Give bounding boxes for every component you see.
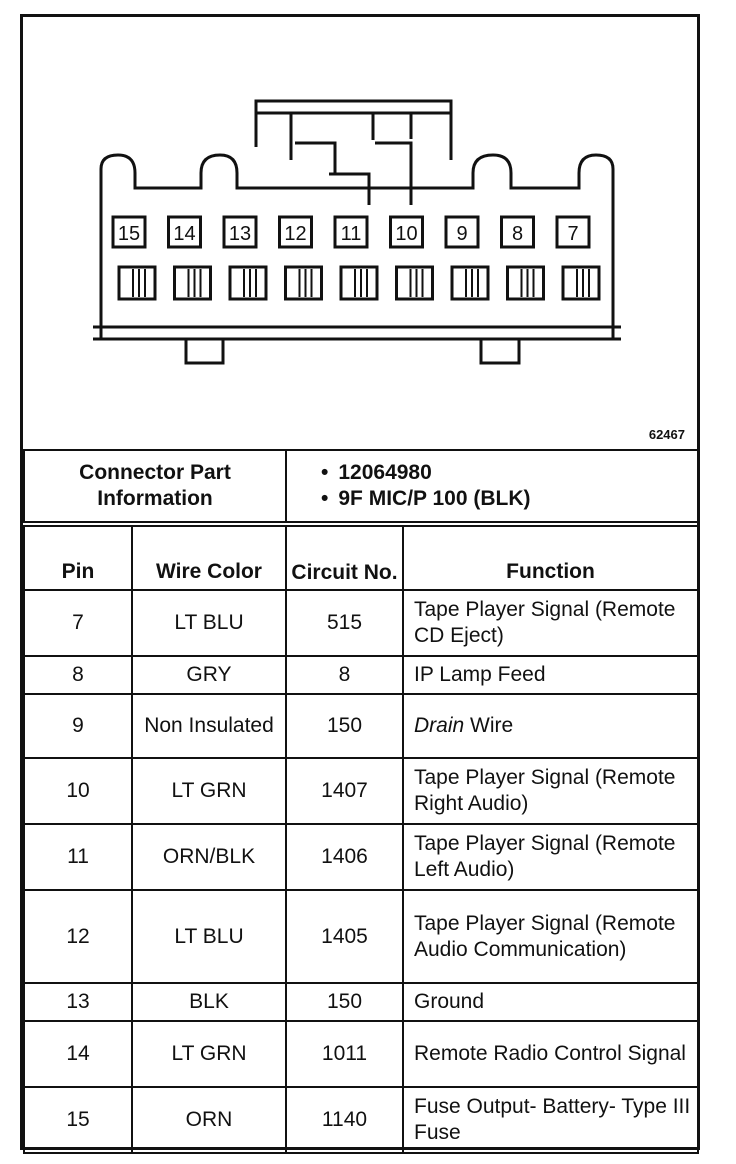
table-row [24, 890, 698, 983]
pin-cell: 12 [24, 890, 132, 983]
pin-cell: 14 [24, 1021, 132, 1087]
connector-part-number: • 12064980 [321, 460, 696, 486]
pin-number-label: 9 [456, 223, 468, 245]
function-cell: Tape Player Signal (Remote CD Eject) [403, 590, 698, 656]
function-italic-text: Drain [414, 714, 465, 737]
function-cell: Remote Radio Control Signal [403, 1021, 698, 1087]
diagram-id: 62467 [648, 427, 685, 442]
pin-cell: 8 [24, 656, 132, 694]
locking-tabs [186, 339, 519, 363]
connector-info-label: Connector Part Information [24, 450, 286, 522]
terminal-cavity [508, 267, 544, 299]
function-cell: Tape Player Signal (Remote Right Audio) [403, 758, 698, 824]
header-pin: Pin [24, 526, 132, 590]
terminal-cavity [230, 267, 266, 299]
header-wire-color: Wire Color [132, 526, 286, 590]
wire-color-cell: GRY [132, 656, 286, 694]
wire-color-cell: Non Insulated [132, 694, 286, 758]
pin-number-label: 7 [567, 223, 579, 245]
pin-number-label: 10 [395, 223, 418, 245]
wire-color-cell: LT BLU [132, 890, 286, 983]
function-cell: IP Lamp Feed [403, 656, 698, 694]
wire-color-cell: LT GRN [132, 758, 286, 824]
pin-number-label: 14 [173, 223, 196, 245]
function-cell: Tape Player Signal (Remote Left Audio) [403, 824, 698, 890]
pin-number-label: 15 [117, 223, 141, 245]
table-row [24, 1021, 698, 1087]
connector-info-values [286, 450, 698, 522]
table-row [24, 694, 698, 758]
connector-sheet [20, 14, 700, 1150]
circuit-cell: 150 [286, 694, 403, 758]
function-cell: Tape Player Signal (Remote Audio Communication) [403, 890, 698, 983]
pinout-table [23, 525, 699, 1154]
terminal-cavity [286, 267, 322, 299]
terminal-cavity [397, 267, 433, 299]
pin-number-label: 13 [228, 223, 252, 245]
pin-number-label: 12 [284, 223, 307, 245]
pin-cell: 11 [24, 824, 132, 890]
pin-number-label: 11 [340, 223, 362, 245]
pin-cell: 9 [24, 694, 132, 758]
table-row [24, 824, 698, 890]
terminal-cavity [563, 267, 599, 299]
table-row [24, 656, 698, 694]
connector-latch [256, 101, 451, 160]
pinout-header-row [24, 526, 698, 590]
connector-diagram [23, 17, 697, 449]
wire-color-cell: ORN [132, 1087, 286, 1153]
terminal-cavity [341, 267, 377, 299]
terminal-cavity [119, 267, 155, 299]
pin-cell: 15 [24, 1087, 132, 1153]
wire-color-cell: LT GRN [132, 1021, 286, 1087]
table-row [24, 590, 698, 656]
circuit-cell: 150 [286, 983, 403, 1021]
circuit-cell: 515 [286, 590, 403, 656]
circuit-cell: 8 [286, 656, 403, 694]
wire-color-cell: ORN/BLK [132, 824, 286, 890]
pin-cell: 13 [24, 983, 132, 1021]
table-row [24, 983, 698, 1021]
connector-drawing [23, 17, 697, 449]
header-circuit-no: Circuit No. [286, 526, 403, 590]
table-row [24, 1087, 698, 1153]
terminal-cavity [175, 267, 211, 299]
circuit-cell: 1407 [286, 758, 403, 824]
connector-description: • 9F MIC/P 100 (BLK) [321, 486, 696, 512]
table-row [24, 758, 698, 824]
circuit-cell: 1406 [286, 824, 403, 890]
function-cell: Fuse Output- Battery- Type III Fuse [403, 1087, 698, 1153]
function-text: Wire [464, 714, 514, 737]
pin-cell: 10 [24, 758, 132, 824]
header-function: Function [403, 526, 698, 590]
wire-color-cell: LT BLU [132, 590, 286, 656]
wire-color-cell: BLK [132, 983, 286, 1021]
terminal-cavity [452, 267, 488, 299]
function-cell [403, 694, 698, 758]
connector-part-info [23, 449, 699, 523]
circuit-cell: 1140 [286, 1087, 403, 1153]
function-cell: Ground [403, 983, 698, 1021]
pin-number-label: 8 [511, 223, 524, 245]
circuit-cell: 1405 [286, 890, 403, 983]
circuit-cell: 1011 [286, 1021, 403, 1087]
pin-cell: 7 [24, 590, 132, 656]
